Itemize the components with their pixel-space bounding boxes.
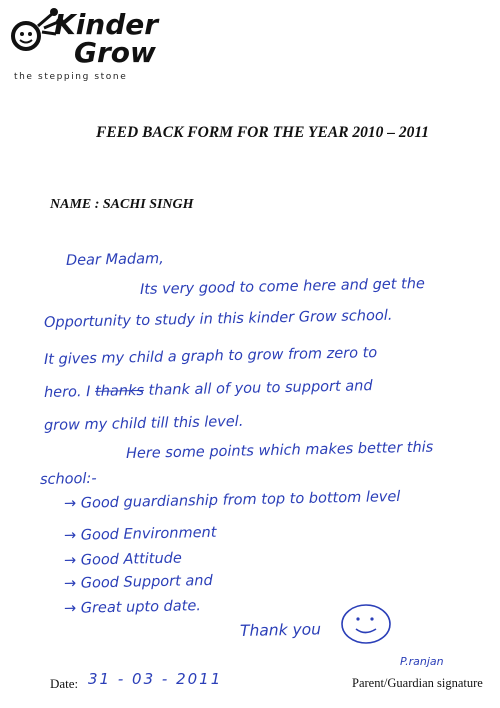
letter-line-7: school:- <box>39 470 97 488</box>
kinder-grow-logo <box>8 6 168 86</box>
point-item: → Good Environment <box>63 524 217 544</box>
smiley-face-icon <box>340 602 392 646</box>
point-item: → Good Attitude <box>63 550 183 569</box>
letter-line-2: Opportunity to study in this kinder Grow school. <box>43 307 393 331</box>
letter-line-3: It gives my child a graph to grow from zero to <box>43 345 378 368</box>
letter-line-5: grow my child till this level. <box>43 413 244 434</box>
date-value: 31 - 03 - 2011 <box>88 670 223 688</box>
letter-line-4-end: thank all of you to support and <box>148 378 373 399</box>
form-title: FEED BACK FORM FOR THE YEAR 2010 – 2011 <box>96 124 430 141</box>
point-item: → Good Support and <box>63 572 213 592</box>
letter-line-6: Here some points which makes better this <box>125 439 434 462</box>
letter-greeting: Dear Madam, <box>65 250 164 269</box>
struck-word: thanks <box>94 382 145 400</box>
point-item: → Good guardianship from top to bottom level <box>63 488 401 512</box>
letter-line-4 <box>44 378 373 401</box>
logo-tagline: the stepping stone <box>14 72 128 82</box>
logo-word-grow: Grow <box>74 36 156 69</box>
signature: P.ranjan <box>400 655 444 668</box>
letter-line-4-start: hero. I <box>43 384 91 401</box>
letter-line-1: Its very good to come here and get the <box>139 276 426 298</box>
point-item: → Great upto date. <box>63 598 202 617</box>
date-label: Date: <box>50 676 79 691</box>
student-name: NAME : SACHI SINGH <box>50 197 194 212</box>
closing-thank-you: Thank you <box>239 620 322 640</box>
signature-label: Parent/Guardian signature <box>352 676 483 690</box>
logo-word-kinder: Kinder <box>54 8 159 41</box>
